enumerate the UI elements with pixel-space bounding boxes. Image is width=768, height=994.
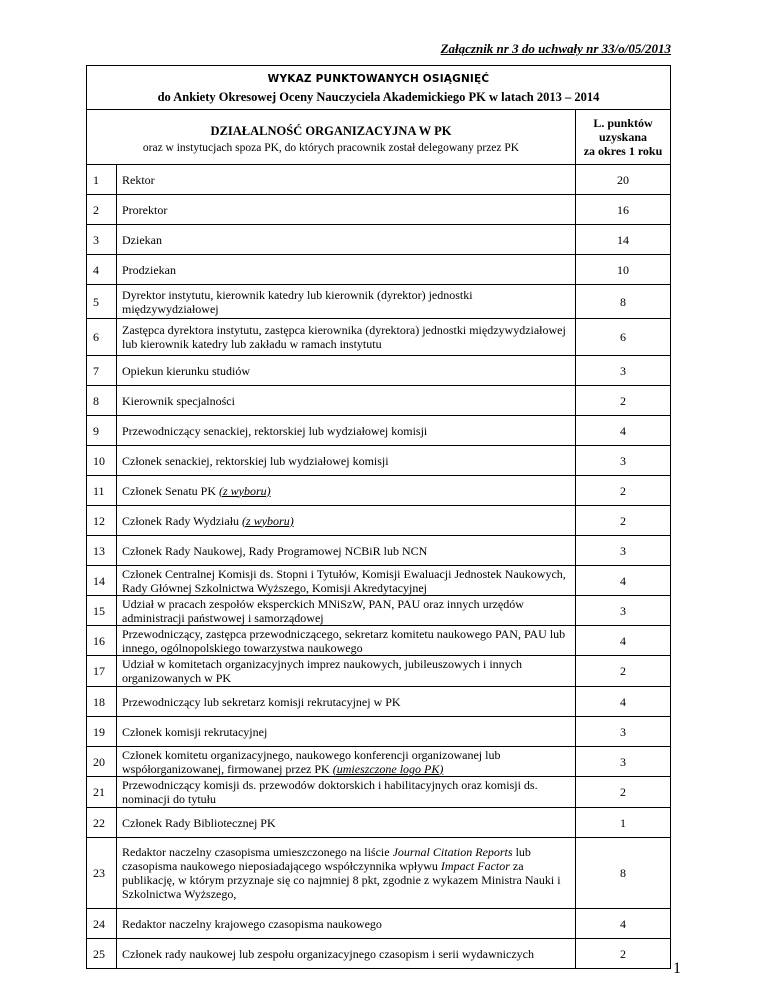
- points-header-line-2: uzyskana: [598, 130, 648, 144]
- row-description-note: (z wyboru): [242, 513, 294, 528]
- row-points: 8: [576, 838, 671, 909]
- table-row: [87, 356, 671, 386]
- row-points: 4: [576, 687, 671, 717]
- row-description-text: lub czasopisma naukowego nieposiadającego współczynnika wpływu: [122, 845, 531, 873]
- row-description: Członek komisji rekrutacyjnej: [117, 717, 576, 747]
- row-number: 20: [87, 747, 117, 777]
- table-row: [87, 717, 671, 747]
- row-number: 23: [87, 838, 117, 909]
- row-number: 19: [87, 717, 117, 747]
- header-cell: [87, 66, 671, 110]
- row-number: 24: [87, 909, 117, 939]
- row-number: 21: [87, 777, 117, 808]
- row-description-text: Członek Rady Wydziału: [122, 513, 240, 528]
- row-number: 4: [87, 255, 117, 285]
- row-points: 2: [576, 939, 671, 969]
- row-description: Rektor: [117, 165, 576, 195]
- row-number: 22: [87, 808, 117, 838]
- page-number: 1: [673, 960, 681, 977]
- table-row: [87, 225, 671, 255]
- table-row: [87, 626, 671, 656]
- row-description: Członek senackiej, rektorskiej lub wydziałowej komisji: [117, 446, 576, 476]
- table-row: [87, 777, 671, 808]
- row-number: 18: [87, 687, 117, 717]
- row-description: Przewodniczący senackiej, rektorskiej lub wydziałowej komisji: [117, 416, 576, 446]
- table-row: [87, 687, 671, 717]
- row-points: 1: [576, 808, 671, 838]
- row-points: 3: [576, 596, 671, 626]
- row-points: 2: [576, 476, 671, 506]
- achievements-table: [86, 65, 671, 969]
- row-description-text: Członek Senatu PK: [122, 483, 216, 498]
- row-points: 3: [576, 717, 671, 747]
- table-row: [87, 838, 671, 909]
- row-description-text: za publikację, w którym przyznaje się co najmniej 8 pkt, zgodnie z wykazem Ministra Nauki i Szkolnictwa Wyższego,: [122, 859, 561, 901]
- row-number: 6: [87, 319, 117, 356]
- row-description-emphasis: Journal Citation Reports: [392, 845, 513, 859]
- row-points: 2: [576, 656, 671, 687]
- attachment-reference: Załącznik nr 3 do uchwały nr 33/o/05/2013: [440, 41, 671, 56]
- row-number: 15: [87, 596, 117, 626]
- table-row: [87, 255, 671, 285]
- table-row: [87, 656, 671, 687]
- row-number: 12: [87, 506, 117, 536]
- row-description-emphasis: Impact Factor: [440, 859, 510, 873]
- row-description: Udział w pracach zespołów eksperckich MNiSzW, PAN, PAU oraz innych urzędów administracji państwowej i samorządowej: [117, 596, 576, 626]
- row-description: Przewodniczący lub sekretarz komisji rekrutacyjnej w PK: [117, 687, 576, 717]
- row-description-text: Członek komitetu organizacyjnego, naukowego konferencji organizowanej lub współorganizowanej, firmowanej przez PK: [122, 747, 501, 776]
- row-description-note: (z wyboru): [219, 483, 271, 498]
- row-points: 2: [576, 506, 671, 536]
- row-description: [117, 747, 576, 777]
- table-row: [87, 446, 671, 476]
- row-description: Członek rady naukowej lub zespołu organizacyjnego czasopism i serii wydawniczych: [117, 939, 576, 969]
- row-description: Udział w komitetach organizacyjnych imprez naukowych, jubileuszowych i innych organizowanych w PK: [117, 656, 576, 687]
- table-row: [87, 909, 671, 939]
- table-row: [87, 747, 671, 777]
- row-number: 3: [87, 225, 117, 255]
- row-number: 10: [87, 446, 117, 476]
- table-row: [87, 319, 671, 356]
- row-description: [117, 506, 576, 536]
- table-row: [87, 536, 671, 566]
- row-number: 11: [87, 476, 117, 506]
- row-points: 6: [576, 319, 671, 356]
- row-points: 3: [576, 446, 671, 476]
- row-number: 5: [87, 285, 117, 319]
- table-row: [87, 386, 671, 416]
- row-description: Prorektor: [117, 195, 576, 225]
- table-row: [87, 506, 671, 536]
- table-row: [87, 808, 671, 838]
- table-row: [87, 285, 671, 319]
- row-points: 20: [576, 165, 671, 195]
- row-number: 2: [87, 195, 117, 225]
- row-number: 17: [87, 656, 117, 687]
- row-points: 2: [576, 777, 671, 808]
- row-points: 4: [576, 909, 671, 939]
- table-row: [87, 195, 671, 225]
- row-description: Przewodniczący komisji ds. przewodów doktorskich i habilitacyjnych oraz komisji ds. nominacji do tytułu: [117, 777, 576, 808]
- row-description: Członek Rady Naukowej, Rady Programowej NCBiR lub NCN: [117, 536, 576, 566]
- header-title: WYKAZ PUNKTOWANYCH OSIĄGNIĘĆ: [267, 72, 490, 85]
- row-number: 25: [87, 939, 117, 969]
- row-points: 3: [576, 356, 671, 386]
- row-number: 13: [87, 536, 117, 566]
- table-row: [87, 165, 671, 195]
- row-description: Kierownik specjalności: [117, 386, 576, 416]
- table-row: [87, 476, 671, 506]
- section-row: [87, 110, 671, 165]
- row-description-text: Redaktor naczelny czasopisma umieszczonego na liście: [122, 845, 390, 859]
- row-number: 16: [87, 626, 117, 656]
- row-description: Redaktor naczelny krajowego czasopisma naukowego: [117, 909, 576, 939]
- row-points: 16: [576, 195, 671, 225]
- header-subtitle: do Ankiety Okresowej Oceny Nauczyciela Akademickiego PK w latach 2013 – 2014: [157, 89, 600, 104]
- row-points: 3: [576, 536, 671, 566]
- row-description: Opiekun kierunku studiów: [117, 356, 576, 386]
- table-row: [87, 939, 671, 969]
- section-subtitle: oraz w instytucjach spoza PK, do których pracownik został delegowany przez PK: [142, 141, 520, 154]
- row-description-note: (umieszczone logo PK): [332, 761, 444, 776]
- row-description: Dyrektor instytutu, kierownik katedry lub kierownik (dyrektor) jednostki międzywydziałowej: [117, 285, 576, 319]
- row-description: [117, 838, 576, 909]
- section-title-cell: [87, 110, 576, 165]
- row-description: Członek Rady Bibliotecznej PK: [117, 808, 576, 838]
- table-row: [87, 566, 671, 596]
- row-points: 8: [576, 285, 671, 319]
- row-points: 14: [576, 225, 671, 255]
- points-header-line-1: L. punktów: [593, 116, 653, 130]
- header-row: [87, 66, 671, 110]
- row-points: 3: [576, 747, 671, 777]
- points-header-line-3: za okres 1 roku: [583, 144, 663, 158]
- row-number: 14: [87, 566, 117, 596]
- row-points: 4: [576, 626, 671, 656]
- row-description: Przewodniczący, zastępca przewodniczącego, sekretarz komitetu naukowego PAN, PAU lub innego, ogólnopolskiego towarzystwa naukowego: [117, 626, 576, 656]
- section-title: DZIAŁALNOŚĆ ORGANIZACYJNA W PK: [210, 123, 452, 138]
- row-number: 9: [87, 416, 117, 446]
- table-row: [87, 416, 671, 446]
- row-description: Dziekan: [117, 225, 576, 255]
- row-description: Prodziekan: [117, 255, 576, 285]
- row-number: 8: [87, 386, 117, 416]
- row-description: Członek Centralnej Komisji ds. Stopni i Tytułów, Komisji Ewaluacji Jednostek Naukowych, Rady Głównej Szkolnictwa Wyższego, Komisji Akredytacyjnej: [117, 566, 576, 596]
- row-number: 1: [87, 165, 117, 195]
- points-header: [576, 110, 671, 165]
- row-number: 7: [87, 356, 117, 386]
- table-row: [87, 596, 671, 626]
- row-description: Zastępca dyrektora instytutu, zastępca kierownika (dyrektora) jednostki międzywydziałowej lub kierownik katedry lub zakładu w ramach instytutu: [117, 319, 576, 356]
- row-points: 10: [576, 255, 671, 285]
- row-points: 4: [576, 566, 671, 596]
- row-points: 4: [576, 416, 671, 446]
- row-description: [117, 476, 576, 506]
- row-points: 2: [576, 386, 671, 416]
